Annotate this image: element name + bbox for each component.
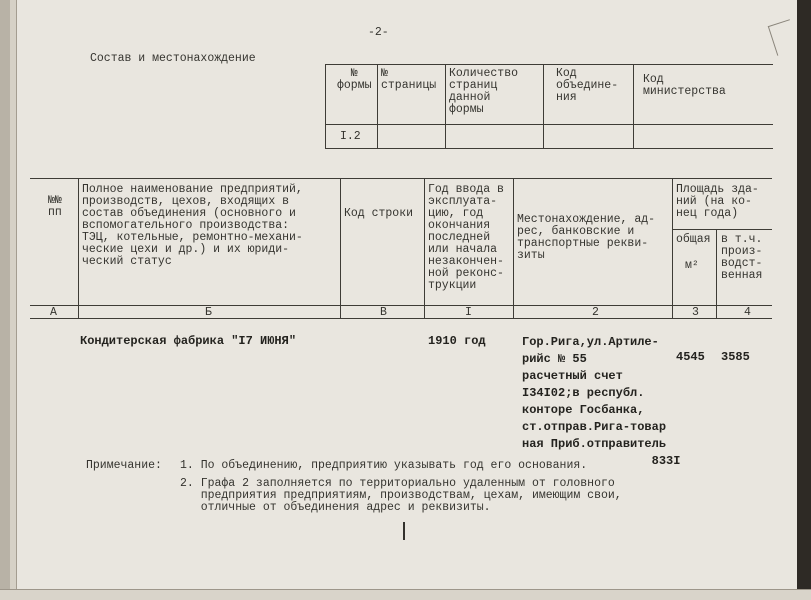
column-letter-a: А: [50, 306, 57, 319]
column-letter-4: 4: [744, 306, 751, 319]
column-letter-3: 3: [692, 306, 699, 319]
note-1: 1. По объединению, предприятию указывать год его основания.: [180, 459, 588, 472]
header-area-production: в т.ч. произ- водст- венная: [721, 233, 763, 282]
form-header-form: № формы: [337, 67, 372, 92]
column-letter-1: I: [465, 306, 472, 319]
text-cursor: [403, 522, 405, 540]
header-area-total: общая: [676, 233, 711, 246]
form-header-pages-count: Количество страниц данной формы: [449, 67, 519, 116]
column-letter-b: Б: [205, 306, 212, 319]
header-area-unit: м²: [685, 259, 699, 272]
header-area: Площадь зда- ний (на ко- нец года): [676, 183, 759, 220]
note-2: 2. Графа 2 заполняется по территориально удаленным от головного предприятия предприятиям, производствам, цехам, имеющим свои, отличные от объединения адрес и реквизиты.: [180, 477, 622, 514]
notes-label: Примечание:: [86, 459, 162, 472]
corner-fold-mark: [768, 19, 799, 56]
scan-border-bottom: [0, 589, 811, 600]
header-year: Год ввода в эксплуата- цию, год окончания последней или начала незакончен- ной реконс- трукции: [428, 183, 504, 292]
form-header-association-code: Код объедине- ния: [556, 67, 619, 104]
header-row-number: №№ пп: [48, 194, 62, 219]
column-letter-v: В: [380, 306, 387, 319]
header-location: Местонахождение, ад- рес, банковские и транспортные рекви- зиты: [517, 213, 656, 262]
row-area-production: 3585: [721, 350, 750, 364]
form-header-page: № страницы: [381, 67, 437, 92]
row-enterprise-name: Кондитерская фабрика "I7 ИЮНЯ": [80, 334, 297, 348]
header-line-code: Код строки: [344, 207, 414, 220]
binding-margin: [10, 0, 17, 600]
scan-border-right: [797, 0, 811, 600]
form-header-ministry-code: Код министерства: [643, 73, 726, 98]
row-year: 1910 год: [428, 334, 486, 348]
section-title: Состав и местонахождение: [90, 52, 256, 65]
column-letter-2: 2: [592, 306, 599, 319]
header-enterprise-name: Полное наименование предприятий, производств, цехов, входящих в состав объединения (основного и вспомогательного производства: ТЭЦ, котельные, ремонтно-механи- ческие цехи и др.) и их юриди- ческий статус: [82, 183, 303, 268]
row-area-total: 4545: [676, 350, 705, 364]
page-number: -2-: [368, 26, 389, 39]
row-location: Гор.Рига,ул.Артиле- рийс № 55 расчетный счет I34I02;в республ. конторе Госбанка, ст.отправ.Рига-товар ная Приб.отправитель 833I: [522, 335, 681, 468]
form-value-form: I.2: [340, 130, 361, 143]
